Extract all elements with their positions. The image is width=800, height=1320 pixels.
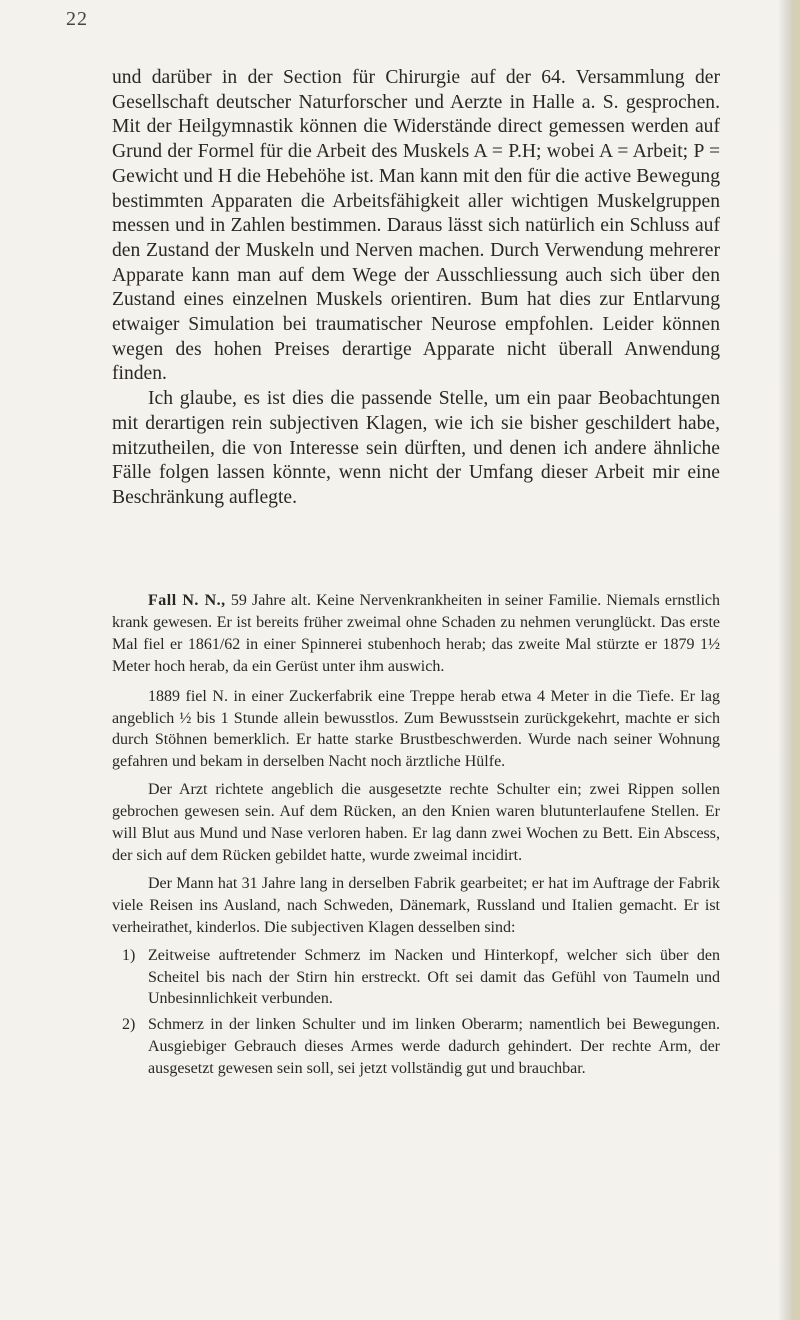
paragraph-1: und darüber in der Section für Chirurgie auf der 64. Versammlung der Gesellschaft deutscher Naturforscher und Aerzte in Halle a. S. gesprochen. Mit der Heilgymnastik können die Widerstände direct gemessen werden auf Grund der Formel für die Arbeit des Muskels A = P.H; wobei A = Arbeit; P = Gewicht und H die Hebehöhe ist. Man kann mit den für die active Bewegung bestimmten Apparaten die Arbeitsfähigkeit aller wichtigen Muskelgruppen messen und in Zahlen bestimmen. Daraus lässt sich natürlich ein Schluss auf den Zustand der Muskeln und Nerven machen. Durch Verwendung mehrerer Apparate kann man auf dem Wege der Ausschliessung auch sich über den Zustand eines einzelnen Muskels orientiren. Bum hat dies zur Entlarvung etwaiger Simulation bei traumatischer Neurose empfohlen. Leider können wegen des hohen Preises derartige Apparate nicht überall Anwendung finden. (112, 67, 720, 385)
case-paragraph-1: 1889 fiel N. in einer Zuckerfabrik eine Treppe herab etwa 4 Meter in die Tiefe. Er lag angeblich ½ bis 1 Stunde allein bewusstlos. Zum Bewusstsein zurückgekehrt, machte er sich durch Stöhnen bemerklich. Er hatte starke Brustbeschwerden. Wurde nach seiner Wohnung gefahren und bekam in derselben Nacht noch ärztliche Hülfe. (112, 687, 720, 771)
page-number: 22 (66, 8, 88, 30)
paragraph-2: Ich glaube, es ist dies die passende Stelle, um ein paar Beobachtungen mit derartigen rein subjectiven Klagen, wie ich sie bisher geschildert habe, mitzutheilen, die von Interesse sein dürften, und denen ich andere ähnliche Fälle folgen lassen könnte, wenn nicht der Umfang dieser Arbeit mir eine Beschränkung auflegte. (112, 388, 720, 508)
complaints-list (112, 945, 720, 1080)
case-report (112, 590, 720, 1084)
case-paragraph-3: Der Mann hat 31 Jahre lang in derselben Fabrik gearbeitet; er hat im Auftrage der Fabrik viele Reisen ins Ausland, nach Schweden, Dänemark, Russland und Italien gemacht. Er ist verheirathet, kinderlos. Die subjectiven Klagen desselben sind: (112, 874, 720, 936)
case-label: Fall N. N., (148, 592, 226, 609)
list-item-text: Zeitweise auftretender Schmerz im Nacken und Hinterkopf, welcher sich über den Scheitel bis nach der Stirn hin erstreckt. Oft sei damit das Gefühl von Taumeln und Unbesinnlichkeit verbunden. (148, 946, 720, 1008)
list-item (112, 945, 720, 1011)
list-item (112, 1014, 720, 1080)
list-item-number: 1) (122, 946, 136, 964)
case-paragraph-2: Der Arzt richtete angeblich die ausgesetzte rechte Schulter ein; zwei Rippen sollen gebrochen gewesen sein. Auf dem Rücken, an den Knien waren blutunterlaufene Stellen. Er will Blut aus Mund und Nase verloren haben. Er lag dann zwei Wochen zu Bett. Ein Abscess, der sich auf dem Rücken gebildet hatte, wurde zweimal incidirt. (112, 781, 720, 864)
case-intro-text: 59 Jahre alt. Keine Nervenkrankheiten in seiner Familie. Niemals ernstlich krank gewesen. Er ist bereits früher zweimal ohne Schaden zu nehmen verunglückt. Das erste Mal fiel er 1861/62 in einer Spinnerei stubenhoch herab; das zweite Mal stürzte er 1879 1½ Meter hoch herab, da ein Gerüst unter ihm auswich. (112, 592, 720, 675)
page-edge-shadow (778, 0, 800, 1320)
case-intro (112, 590, 720, 678)
list-item-number: 2) (122, 1016, 136, 1034)
list-item-text: Schmerz in der linken Schulter und im linken Oberarm; namentlich bei Bewegungen. Ausgiebiger Gebrauch dieses Armes werde dadurch gehindert. Der rechte Arm, der ausgesetzt gewesen sein soll, sei jetzt vollständig gut und brauchbar. (148, 1016, 720, 1078)
main-text (112, 66, 720, 511)
